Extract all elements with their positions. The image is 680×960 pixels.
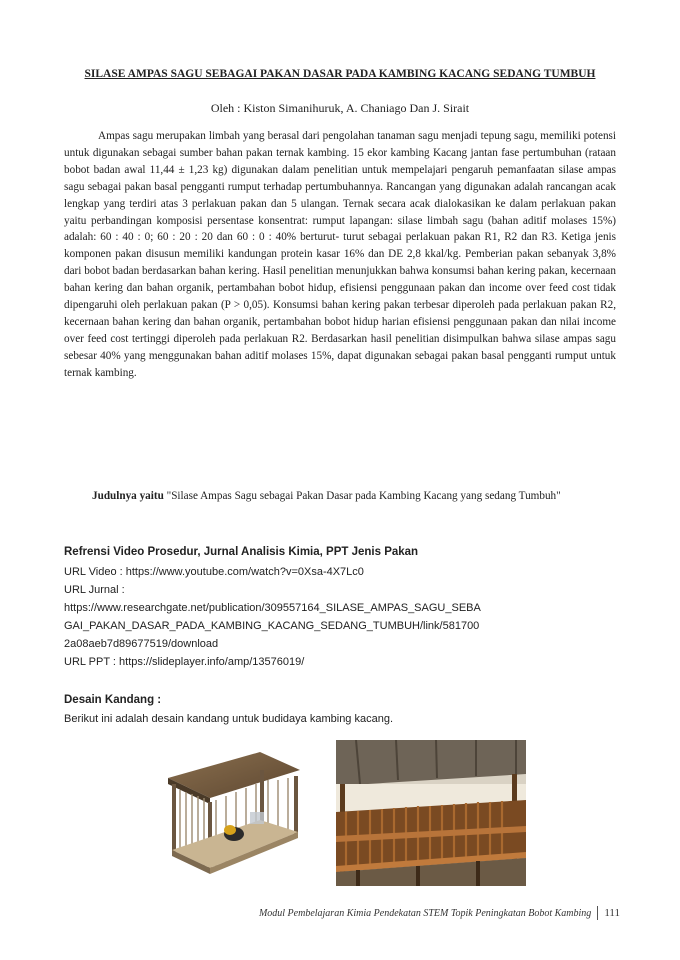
pen-design-heading: Desain Kandang : bbox=[64, 694, 162, 706]
article-authors: Oleh : Kiston Simanihuruk, A. Chaniago Dan J. Sirait bbox=[210, 101, 470, 115]
title-statement-label: Judulnya yaitu bbox=[92, 490, 164, 502]
abstract-paragraph: Ampas sagu merupakan limbah yang berasal dari pengolahan tanaman sagu menjadi tepung sagu, memiliki potensi untuk digunakan sebagai sumber bahan pakan ternak kambing. 15 ekor kambing Kacang jantan fase pertumbuhan (rataan bobot badan awal 11,44 ± 1,23 kg) digunakan dalam penelitian untuk mempelajari pengaruh pemanfaatan silase ampas sagu sebagai pakan basal pengganti rumput terhadap pertumbuhannya. Rancangan yang digunakan adalah rancangan acak lengkap yang terdiri atas 3 perlakuan pakan dan 5 ulangan. Ternak secara acak dialokasikan ke dalam perlakuan pakan yaitu perbandingan komposisi persentase konsentrat: rumput lapangan: silase limbah sagu (bahan aditif molases 15%) adalah: 60 : 40 : 0; 60 : 20 : 20 dan 60 : 0 : 40% berturut- turut sebagai perlakuan pakan R1, R2 dan R3. Ketiga jenis komponen pakan disusun memiliki kandungan protein kasar 16% dan DE 2,8 kkal/kg. Pemberian pakan sebanyak 3,8% dari bobot badan berdasarkan bahan kering. Hasil penelitian menunjukkan bahwa konsumsi bahan kering pakan, kecernaan bahan kering dan bahan organik, pertambahan bobot hidup, efisiensi penggunaan pakan dan income over feed cost tidak dipengaruhi oleh perlakuan pakan (P > 0,05). Konsumsi bahan kering pakan terbesar diperoleh pada perlakuan pakan R2, kecernaan bahan kering dan bahan organik, pertambahan bobot hidup harian efisiensi penggunaan pakan dan nilai income over feed cost tertinggi diperoleh pada perlakuan R2. Berdasarkan hasil penelitian disimpulkan bahwa silase ampas sagu sebesar 40% yang menggunakan bahan aditif molases 15%, dapat digunakan sebagai pakan basal pengganti rumput untuk ternak kambing. bbox=[64, 130, 616, 379]
journal-url-line-2[interactable]: GAI_PAKAN_DASAR_PADA_KAMBING_KACANG_SEDANG_TUMBUH/link/581700 bbox=[64, 620, 480, 632]
title-statement bbox=[64, 488, 616, 505]
title-statement-text: "Silase Ampas Sagu sebagai Pakan Dasar pada Kambing Kacang yang sedang Tumbuh" bbox=[163, 490, 561, 502]
goat-pen-photo bbox=[336, 740, 526, 886]
journal-url-line-3[interactable]: 2a08aeb7d89677519/download bbox=[64, 638, 219, 650]
page-footer bbox=[259, 906, 620, 920]
journal-url-line-1[interactable]: https://www.researchgate.net/publication/309557164_SILASE_AMPAS_SAGU_SEBA bbox=[64, 602, 481, 614]
ppt-url[interactable]: URL PPT : https://slideplayer.info/amp/13576019/ bbox=[64, 656, 305, 668]
pen-design-text: Berikut ini adalah desain kandang untuk budidaya kambing kacang. bbox=[64, 713, 394, 725]
goat-pen-diagram bbox=[150, 740, 310, 880]
references-heading: Refrensi Video Prosedur, Jurnal Analisis Kimia, PPT Jenis Pakan bbox=[64, 546, 419, 558]
footer-module-title: Modul Pembelajaran Kimia Pendekatan STEM Topik Peningkatan Bobot Kambing bbox=[258, 907, 592, 919]
footer-divider bbox=[597, 906, 598, 920]
journal-url-label: URL Jurnal : bbox=[64, 584, 125, 596]
page-number: 111 bbox=[604, 907, 620, 919]
article-title: SILASE AMPAS SAGU SEBAGAI PAKAN DASAR PADA KAMBING KACANG SEDANG TUMBUH bbox=[84, 68, 596, 80]
video-url[interactable]: URL Video : https://www.youtube.com/watch?v=0Xsa-4X7Lc0 bbox=[64, 566, 364, 578]
